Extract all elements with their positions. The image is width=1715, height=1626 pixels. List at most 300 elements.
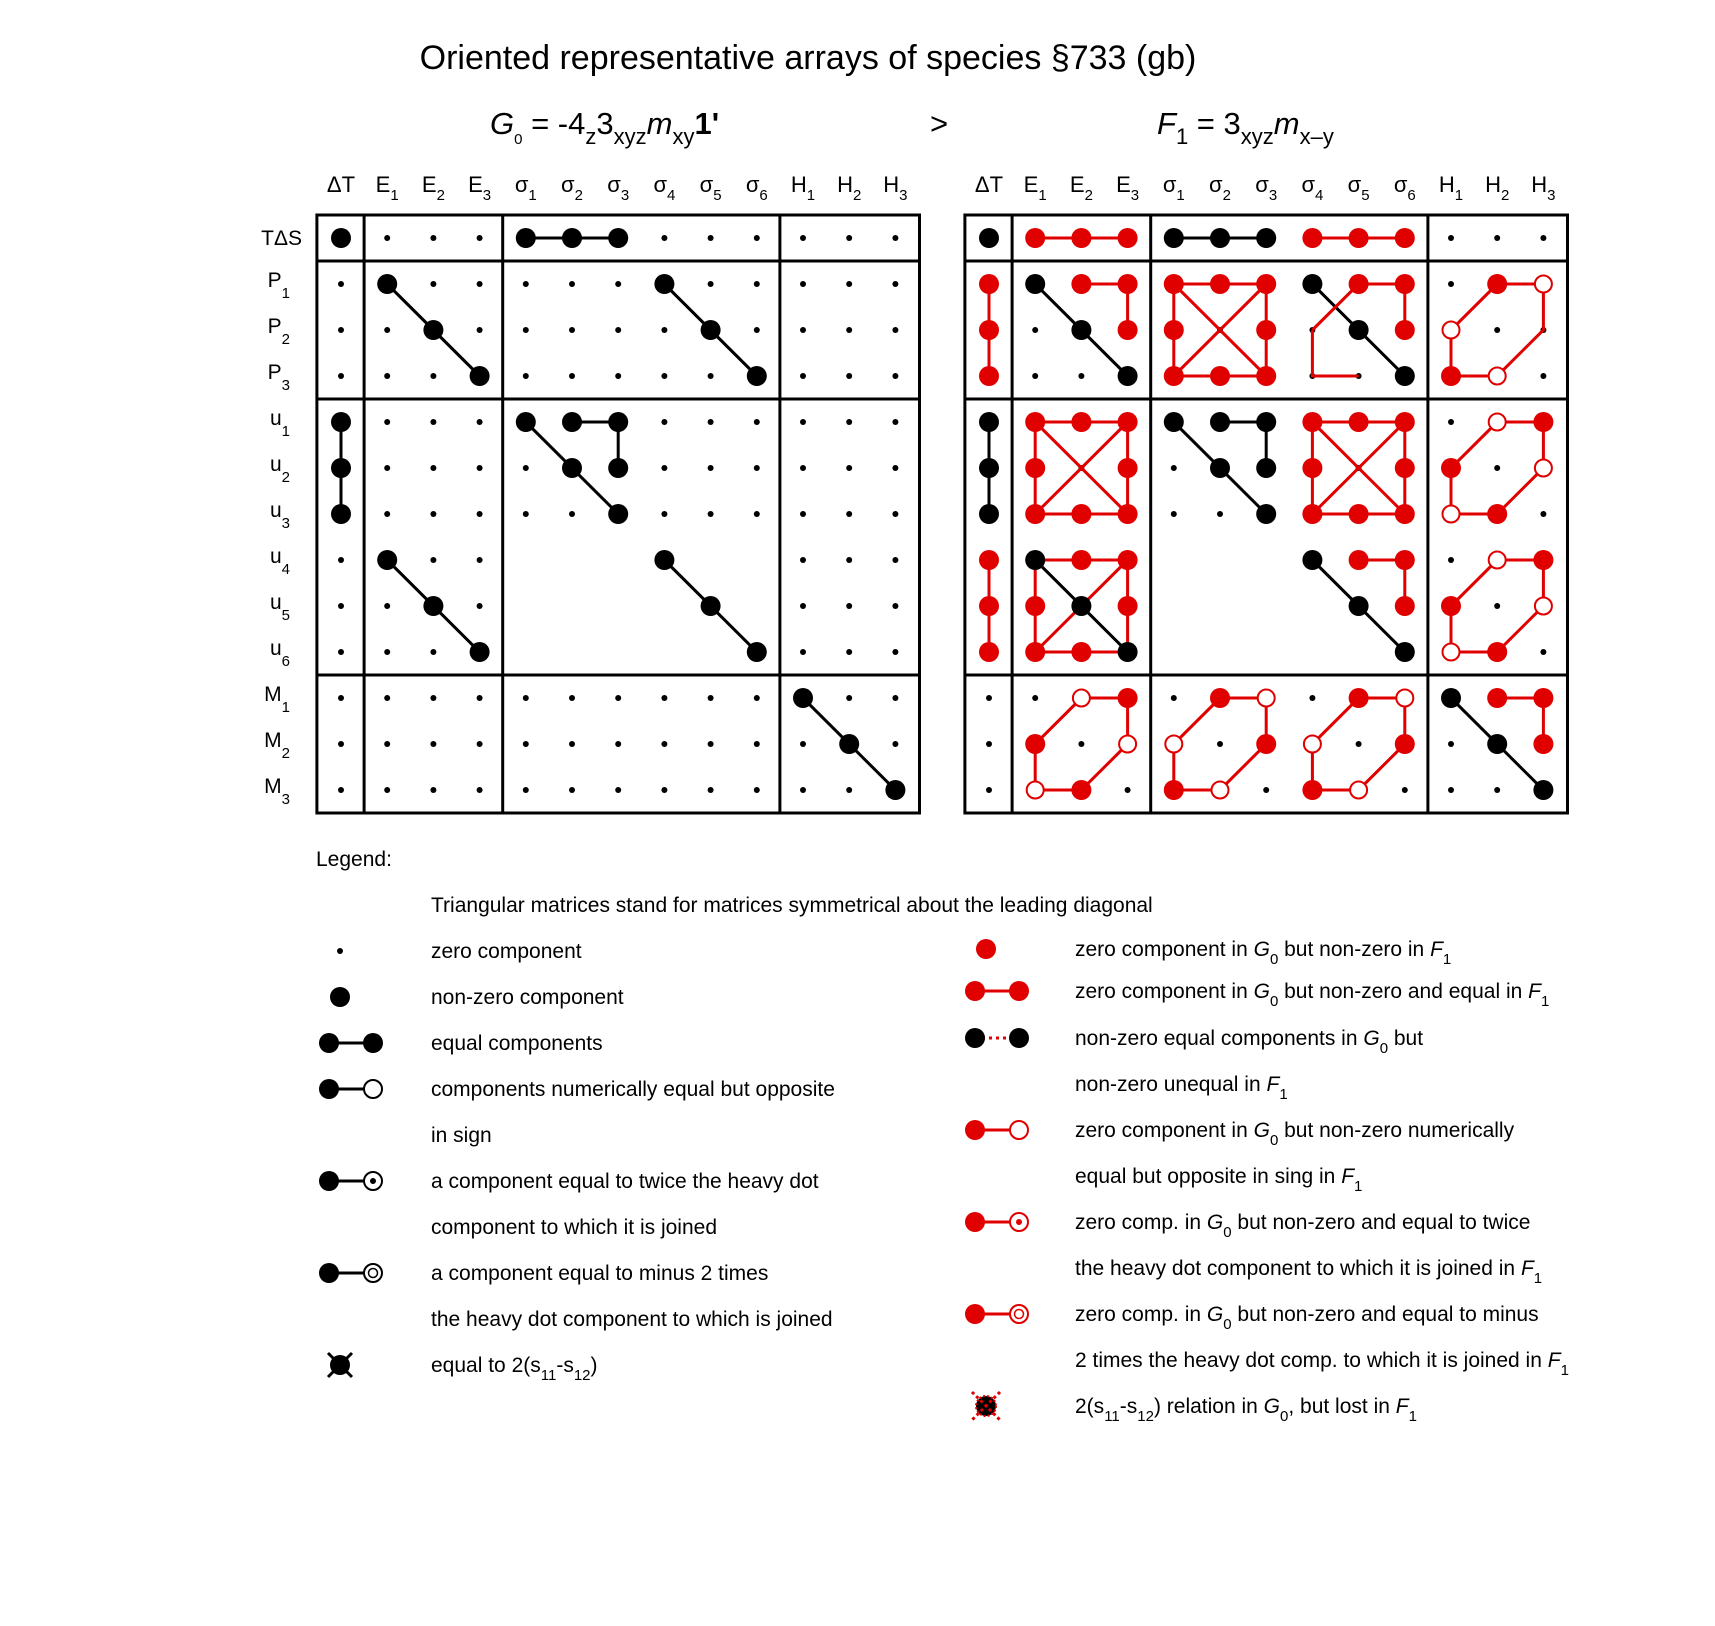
legend-right-text-3-1 bbox=[1075, 1027, 1423, 1057]
f1-col-header-13 bbox=[1531, 172, 1555, 204]
g0-zero-dot bbox=[338, 603, 344, 609]
g0-zero-dot bbox=[384, 235, 390, 241]
g0-zero-dot bbox=[523, 327, 529, 333]
g0-heavy-dot bbox=[377, 550, 397, 570]
f1-red-dot bbox=[979, 366, 999, 386]
f1-red-dot bbox=[1395, 458, 1415, 478]
legend-icon-dot bbox=[319, 1033, 339, 1053]
f1-col-header-11 bbox=[1439, 172, 1463, 204]
g0-part-3: xyz bbox=[613, 124, 647, 149]
row-label-base: u bbox=[269, 407, 282, 430]
legend-text-segment: G bbox=[1253, 980, 1270, 1003]
g0-heavy-dot bbox=[331, 458, 351, 478]
f1-zero-dot bbox=[986, 787, 992, 793]
g0-heavy-dot bbox=[562, 228, 582, 248]
f1-red-dot bbox=[1441, 596, 1461, 616]
f1-red-dot bbox=[1256, 274, 1276, 294]
legend-text-segment: non-zero unequal in bbox=[1075, 1073, 1267, 1096]
col-header-sub: 1 bbox=[806, 187, 816, 204]
f1-red-dot bbox=[1533, 412, 1553, 432]
g0-zero-dot bbox=[569, 511, 575, 517]
legend-icon-dot bbox=[965, 1304, 985, 1324]
legend-left-text-4-2 bbox=[431, 1124, 492, 1147]
g0-zero-dot bbox=[523, 511, 529, 517]
f1-heavy-dot bbox=[1210, 412, 1230, 432]
f1-open-dot bbox=[1443, 506, 1460, 523]
g0-zero-dot bbox=[754, 327, 760, 333]
legend-left-text-4-1 bbox=[431, 1078, 835, 1101]
legend-right-text-5-2 bbox=[1075, 1257, 1542, 1287]
col-header-base: E bbox=[1023, 172, 1039, 197]
legend-icon-open-dot bbox=[1010, 1305, 1028, 1323]
col-header-base: σ bbox=[745, 172, 760, 197]
f1-zero-dot bbox=[1494, 327, 1500, 333]
col-header-sub: 1 bbox=[1038, 187, 1047, 204]
g0-heavy-dot bbox=[885, 780, 905, 800]
f1-red-dot bbox=[979, 642, 999, 662]
legend-icon-open-dot bbox=[364, 1080, 382, 1098]
g0-part-1: z bbox=[585, 124, 597, 149]
legend-text-segment: 1 bbox=[1408, 1408, 1417, 1425]
legend-icon-inner-dot bbox=[370, 1178, 376, 1184]
legend-text-segment: 0 bbox=[1223, 1316, 1232, 1333]
f1-matrix bbox=[965, 215, 1568, 813]
col-header-base: H bbox=[1485, 172, 1501, 197]
row-label-11 bbox=[264, 683, 290, 716]
f1-col-header-5 bbox=[1163, 172, 1185, 204]
f1-part-2: m bbox=[1273, 106, 1300, 141]
g0-zero-dot bbox=[846, 695, 852, 701]
g0-zero-dot bbox=[523, 465, 529, 471]
f1-red-dot bbox=[1118, 504, 1138, 524]
f1-red-dot bbox=[979, 596, 999, 616]
legend-text-segment: equal but opposite in sing in bbox=[1075, 1165, 1342, 1188]
row-label-base: u bbox=[269, 545, 282, 568]
col-header-sub: 3 bbox=[482, 187, 492, 204]
row-label-sub: 3 bbox=[281, 791, 290, 808]
g0-zero-dot bbox=[477, 695, 483, 701]
f1-red-dot bbox=[1302, 412, 1322, 432]
g0-col-header-4 bbox=[468, 172, 491, 204]
f1-red-dot bbox=[1349, 504, 1369, 524]
legend-text-segment: but non-zero and equal to minus bbox=[1231, 1303, 1539, 1326]
g0-heavy-dot bbox=[331, 412, 351, 432]
g0-zero-dot bbox=[892, 419, 898, 425]
f1-red-dot bbox=[1071, 504, 1091, 524]
g0-zero-dot bbox=[477, 281, 483, 287]
f1-group-label bbox=[1157, 106, 1334, 149]
f1-red-dot bbox=[1025, 504, 1045, 524]
g0-zero-dot bbox=[846, 281, 852, 287]
f1-red-dot bbox=[1395, 320, 1415, 340]
g0-col-header-9 bbox=[700, 172, 722, 204]
legend-text-segment: G bbox=[1253, 1119, 1270, 1142]
g0-zero-dot bbox=[569, 695, 575, 701]
legend-text-segment: F bbox=[1547, 1349, 1561, 1372]
g0-part-2: 3 bbox=[596, 106, 614, 141]
g0-zero-dot bbox=[846, 373, 852, 379]
col-header-sub: 3 bbox=[899, 187, 908, 204]
f1-red-dot bbox=[1302, 228, 1322, 248]
legend-text-segment: 1 bbox=[1354, 1178, 1363, 1195]
col-header-base: E bbox=[468, 172, 483, 197]
legend-text-segment: non-zero equal components in bbox=[1075, 1027, 1364, 1050]
g0-zero-dot bbox=[661, 235, 667, 241]
g0-heavy-dot bbox=[423, 596, 443, 616]
legend-right-text-3-2 bbox=[1075, 1073, 1288, 1103]
g0-symbol: G bbox=[490, 106, 515, 141]
f1-red-dot bbox=[1256, 366, 1276, 386]
f1-red-dot bbox=[1395, 504, 1415, 524]
row-label-sub: 2 bbox=[281, 469, 290, 486]
f1-zero-dot bbox=[1448, 419, 1454, 425]
legend-text-segment: F bbox=[1528, 980, 1541, 1003]
legend-left-text-6-1 bbox=[431, 1262, 768, 1285]
legend-text-segment: equal to 2(s bbox=[431, 1354, 541, 1377]
g0-zero-dot bbox=[846, 557, 852, 563]
f1-red-dot bbox=[1071, 550, 1091, 570]
g0-zero-dot bbox=[430, 511, 436, 517]
f1-zero-dot bbox=[1309, 695, 1315, 701]
row-label-sub: 2 bbox=[281, 331, 290, 348]
col-header-base: σ bbox=[561, 172, 575, 197]
legend-text-segment: but non-zero and equal in bbox=[1278, 980, 1529, 1003]
g0-zero-dot bbox=[338, 695, 344, 701]
g0-zero-dot bbox=[523, 741, 529, 747]
legend-left-icon-3 bbox=[319, 1033, 383, 1053]
g0-heavy-dot bbox=[747, 366, 767, 386]
g0-zero-dot bbox=[892, 465, 898, 471]
g0-col-header-5 bbox=[515, 172, 537, 204]
legend-left-icon-1 bbox=[337, 948, 343, 954]
legend-right-text-5-1 bbox=[1075, 1211, 1530, 1241]
col-header-base: E bbox=[375, 172, 391, 197]
f1-zero-dot bbox=[986, 741, 992, 747]
legend-text-segment: equal components bbox=[431, 1032, 603, 1055]
legend-text-segment: G bbox=[1263, 1395, 1281, 1418]
g0-zero-dot bbox=[754, 695, 760, 701]
f1-red-dot bbox=[1164, 320, 1184, 340]
g0-zero-dot bbox=[800, 281, 806, 287]
legend-left-text-6-2 bbox=[431, 1308, 833, 1331]
legend-left-icon-2 bbox=[330, 987, 350, 1007]
col-header-sub: 2 bbox=[1084, 187, 1093, 204]
g0-zero-dot bbox=[846, 419, 852, 425]
legend-text-segment: in sign bbox=[431, 1124, 492, 1147]
page-title: Oriented representative arrays of species §733 (gb) bbox=[419, 39, 1197, 77]
g0-heavy-dot bbox=[654, 550, 674, 570]
g0-heavy-dot bbox=[377, 274, 397, 294]
col-header-base: E bbox=[1116, 172, 1131, 197]
legend-text-segment: , but lost in bbox=[1288, 1395, 1396, 1418]
g0-zero-dot bbox=[523, 695, 529, 701]
legend-left-text-5-1 bbox=[431, 1170, 819, 1193]
g0-heavy-dot bbox=[470, 366, 490, 386]
row-label-base: TΔS bbox=[261, 227, 302, 250]
g0-zero-dot bbox=[430, 373, 436, 379]
legend-left-text-7-1 bbox=[431, 1354, 598, 1384]
legend-text-segment: but non-zero numerically bbox=[1278, 1119, 1515, 1142]
g0-zero-dot bbox=[892, 235, 898, 241]
row-label-10 bbox=[270, 637, 290, 670]
legend-text-segment: 0 bbox=[1280, 1408, 1289, 1425]
col-header-sub: 3 bbox=[1547, 187, 1556, 204]
legend-text-segment: 1 bbox=[1279, 1086, 1288, 1103]
f1-heavy-dot bbox=[1302, 550, 1322, 570]
legend-text-segment: F bbox=[1266, 1073, 1280, 1096]
legend-icon-dot bbox=[319, 1171, 339, 1191]
g0-zero-dot bbox=[800, 419, 806, 425]
legend-text-segment: zero component bbox=[431, 940, 582, 963]
f1-col-header-6 bbox=[1209, 172, 1231, 204]
col-header-sub: 1 bbox=[1176, 187, 1185, 204]
g0-zero-dot bbox=[477, 419, 483, 425]
g0-zero-dot bbox=[661, 787, 667, 793]
f1-red-dot bbox=[1071, 228, 1091, 248]
g0-group-label bbox=[490, 106, 719, 149]
legend-icon-open-dot bbox=[364, 1264, 382, 1282]
red-dot-icon bbox=[976, 939, 996, 959]
g0-zero-dot bbox=[338, 787, 344, 793]
legend-text-segment: the heavy dot component to which is joined bbox=[431, 1308, 833, 1331]
g0-heavy-dot bbox=[608, 504, 628, 524]
legend-icon-dot bbox=[965, 981, 985, 1001]
g0-heavy-dot bbox=[516, 412, 536, 432]
row-label-2 bbox=[268, 269, 290, 302]
legend-text-segment: the heavy dot component to which it is joined in bbox=[1075, 1257, 1521, 1280]
legend-text-segment: 2(s bbox=[1075, 1395, 1105, 1418]
g0-zero-dot bbox=[430, 235, 436, 241]
g0-zero-dot bbox=[892, 695, 898, 701]
legend-text-segment: 11 bbox=[1104, 1408, 1120, 1425]
f1-zero-dot bbox=[1078, 741, 1084, 747]
row-label-sub: 5 bbox=[281, 607, 290, 624]
f1-heavy-dot bbox=[1395, 642, 1415, 662]
f1-red-dot bbox=[1071, 412, 1091, 432]
row-label-base: u bbox=[269, 637, 282, 660]
g0-col-header-11 bbox=[791, 172, 815, 204]
legend-text-segment: but non-zero and equal to twice bbox=[1231, 1211, 1531, 1234]
f1-open-dot bbox=[1396, 690, 1413, 707]
row-label-6 bbox=[270, 453, 290, 486]
legend-left-text-2-1 bbox=[431, 986, 624, 1009]
legend-text-segment: G bbox=[1206, 1303, 1224, 1326]
g0-zero-dot bbox=[754, 465, 760, 471]
g0-heavy-dot bbox=[701, 596, 721, 616]
f1-heavy-dot bbox=[1256, 458, 1276, 478]
g0-zero-dot bbox=[800, 327, 806, 333]
f1-col-header-3 bbox=[1070, 172, 1093, 204]
g0-zero-dot bbox=[661, 373, 667, 379]
f1-open-dot bbox=[1443, 644, 1460, 661]
f1-red-dot bbox=[1164, 274, 1184, 294]
g0-zero-dot bbox=[754, 419, 760, 425]
g0-zero-dot bbox=[430, 649, 436, 655]
legend-icon-open-dot bbox=[1010, 1121, 1028, 1139]
legend-right-icon-7 bbox=[972, 1392, 1000, 1420]
g0-zero-dot bbox=[892, 511, 898, 517]
f1-zero-dot bbox=[1494, 603, 1500, 609]
g0-zero-dot bbox=[477, 327, 483, 333]
f1-red-dot bbox=[1025, 412, 1045, 432]
f1-open-dot bbox=[1443, 322, 1460, 339]
f1-red-dot bbox=[1487, 688, 1507, 708]
f1-heavy-dot bbox=[1071, 596, 1091, 616]
f1-red-dot bbox=[979, 320, 999, 340]
f1-red-dot bbox=[1118, 412, 1138, 432]
f1-heavy-dot bbox=[1349, 320, 1369, 340]
g0-heavy-dot bbox=[423, 320, 443, 340]
legend-text-segment: 0 bbox=[1223, 1224, 1232, 1241]
f1-red-dot bbox=[1210, 274, 1230, 294]
f1-heavy-dot bbox=[979, 504, 999, 524]
g0-zero-dot bbox=[708, 419, 714, 425]
g0-zero-dot bbox=[338, 327, 344, 333]
g0-zero-dot bbox=[708, 465, 714, 471]
legend-text-segment: 1 bbox=[1442, 951, 1452, 968]
legend-text-segment: 0 bbox=[1379, 1040, 1389, 1057]
f1-zero-dot bbox=[1494, 787, 1500, 793]
legend-text-segment: zero component in bbox=[1075, 938, 1254, 961]
g0-zero-dot bbox=[615, 787, 621, 793]
g0-col-header-13 bbox=[883, 172, 907, 204]
f1-red-dot bbox=[1025, 734, 1045, 754]
f1-open-dot bbox=[1535, 460, 1552, 477]
g0-zero-dot bbox=[892, 281, 898, 287]
col-header-sub: 4 bbox=[667, 187, 676, 204]
row-label-base: M bbox=[264, 729, 282, 752]
row-label-sub: 3 bbox=[281, 377, 290, 394]
f1-zero-dot bbox=[1217, 741, 1223, 747]
col-header-base: H bbox=[837, 172, 853, 197]
g0-zero-dot bbox=[477, 465, 483, 471]
row-label-13 bbox=[264, 775, 290, 808]
g0-zero-dot bbox=[430, 695, 436, 701]
legend-text-segment: components numerically equal but opposite bbox=[431, 1078, 835, 1101]
legend-text-segment: but non-zero in bbox=[1278, 938, 1431, 961]
row-label-base: P bbox=[267, 315, 282, 338]
g0-zero-dot bbox=[477, 787, 483, 793]
row-label-base: P bbox=[267, 361, 282, 384]
f1-red-dot bbox=[1071, 642, 1091, 662]
g0-zero-dot bbox=[800, 557, 806, 563]
g0-zero-dot bbox=[800, 235, 806, 241]
g0-col-header-2 bbox=[376, 172, 399, 204]
col-header-sub: 3 bbox=[1130, 187, 1140, 204]
legend-text-segment: G bbox=[1206, 1211, 1224, 1234]
f1-heavy-dot bbox=[979, 412, 999, 432]
f1-red-dot bbox=[1349, 550, 1369, 570]
col-header-base: σ bbox=[1162, 172, 1177, 197]
g0-part-5: xy bbox=[672, 124, 695, 149]
col-header-base: H bbox=[883, 172, 900, 197]
f1-open-dot bbox=[1073, 690, 1090, 707]
g0-heavy-dot bbox=[608, 228, 628, 248]
f1-red-dot bbox=[1395, 412, 1415, 432]
f1-red-dot bbox=[1256, 320, 1276, 340]
g0-zero-dot bbox=[800, 741, 806, 747]
g0-zero-dot bbox=[708, 787, 714, 793]
legend-text-segment: 11 bbox=[540, 1367, 557, 1384]
f1-red-dot bbox=[1164, 780, 1184, 800]
g0-zero-dot bbox=[569, 741, 575, 747]
f1-column-headers bbox=[975, 172, 1556, 204]
g0-zero-dot bbox=[384, 695, 390, 701]
col-header-base: σ bbox=[699, 172, 714, 197]
g0-zero-dot bbox=[846, 603, 852, 609]
g0-zero-dot bbox=[430, 281, 436, 287]
f1-red-dot bbox=[1533, 688, 1553, 708]
legend-left-text-3-1 bbox=[431, 1032, 603, 1055]
f1-zero-dot bbox=[1356, 741, 1362, 747]
f1-heavy-dot bbox=[1025, 550, 1045, 570]
col-header-sub: 1 bbox=[1454, 187, 1464, 204]
g0-col-header-6 bbox=[561, 172, 583, 204]
row-label-4 bbox=[268, 361, 290, 394]
col-header-sub: 3 bbox=[1268, 187, 1278, 204]
legend-text-segment: zero comp. in bbox=[1075, 1211, 1207, 1234]
legend-text-segment: zero component in bbox=[1075, 980, 1254, 1003]
legend-text-segment: F bbox=[1520, 1257, 1534, 1280]
legend-text-segment: 1 bbox=[1540, 993, 1550, 1010]
f1-equals: = 3 bbox=[1188, 106, 1241, 141]
g0-heavy-dot bbox=[608, 458, 628, 478]
legend-text-segment: -s bbox=[556, 1354, 574, 1377]
f1-red-dot bbox=[1210, 366, 1230, 386]
f1-zero-dot bbox=[1125, 787, 1131, 793]
g0-heavy-dot bbox=[701, 320, 721, 340]
f1-heavy-dot bbox=[1533, 780, 1553, 800]
g0-zero-dot bbox=[430, 465, 436, 471]
f1-zero-dot bbox=[1540, 235, 1546, 241]
row-label-7 bbox=[270, 499, 290, 532]
f1-zero-dot bbox=[1448, 787, 1454, 793]
f1-red-dot bbox=[1395, 274, 1415, 294]
legend-left-text-1-1 bbox=[431, 940, 582, 963]
f1-red-dot bbox=[1025, 596, 1045, 616]
f1-red-dot bbox=[1395, 734, 1415, 754]
f1-red-dot bbox=[1118, 550, 1138, 570]
g0-zero-dot bbox=[477, 603, 483, 609]
f1-red-dot bbox=[1395, 550, 1415, 570]
f1-heavy-dot bbox=[1210, 458, 1230, 478]
big-dot-icon bbox=[330, 987, 350, 1007]
legend-right-text-6-2 bbox=[1075, 1349, 1569, 1379]
col-header-sub: 6 bbox=[1407, 187, 1416, 204]
legend-right-text-6-1 bbox=[1075, 1303, 1539, 1333]
f1-red-dot bbox=[1118, 320, 1138, 340]
f1-red-dot bbox=[1164, 366, 1184, 386]
col-header-sub: 2 bbox=[574, 187, 583, 204]
legend-right-icon-5 bbox=[965, 1212, 1028, 1232]
g0-zero-dot bbox=[615, 741, 621, 747]
row-label-base: P bbox=[267, 269, 282, 292]
f1-red-dot bbox=[1025, 642, 1045, 662]
g0-col-header-12 bbox=[837, 172, 861, 204]
col-header-sub: 6 bbox=[759, 187, 768, 204]
f1-heavy-dot bbox=[979, 228, 999, 248]
f1-col-header-12 bbox=[1485, 172, 1509, 204]
f1-zero-dot bbox=[1494, 235, 1500, 241]
f1-red-dot bbox=[1302, 458, 1322, 478]
row-labels bbox=[261, 227, 302, 808]
g0-zero-dot bbox=[338, 649, 344, 655]
row-label-sub: 1 bbox=[281, 285, 290, 302]
g0-zero-dot bbox=[338, 741, 344, 747]
g0-zero-dot bbox=[523, 373, 529, 379]
f1-red-dot bbox=[979, 550, 999, 570]
legend-text-segment: zero component in bbox=[1075, 1119, 1254, 1142]
